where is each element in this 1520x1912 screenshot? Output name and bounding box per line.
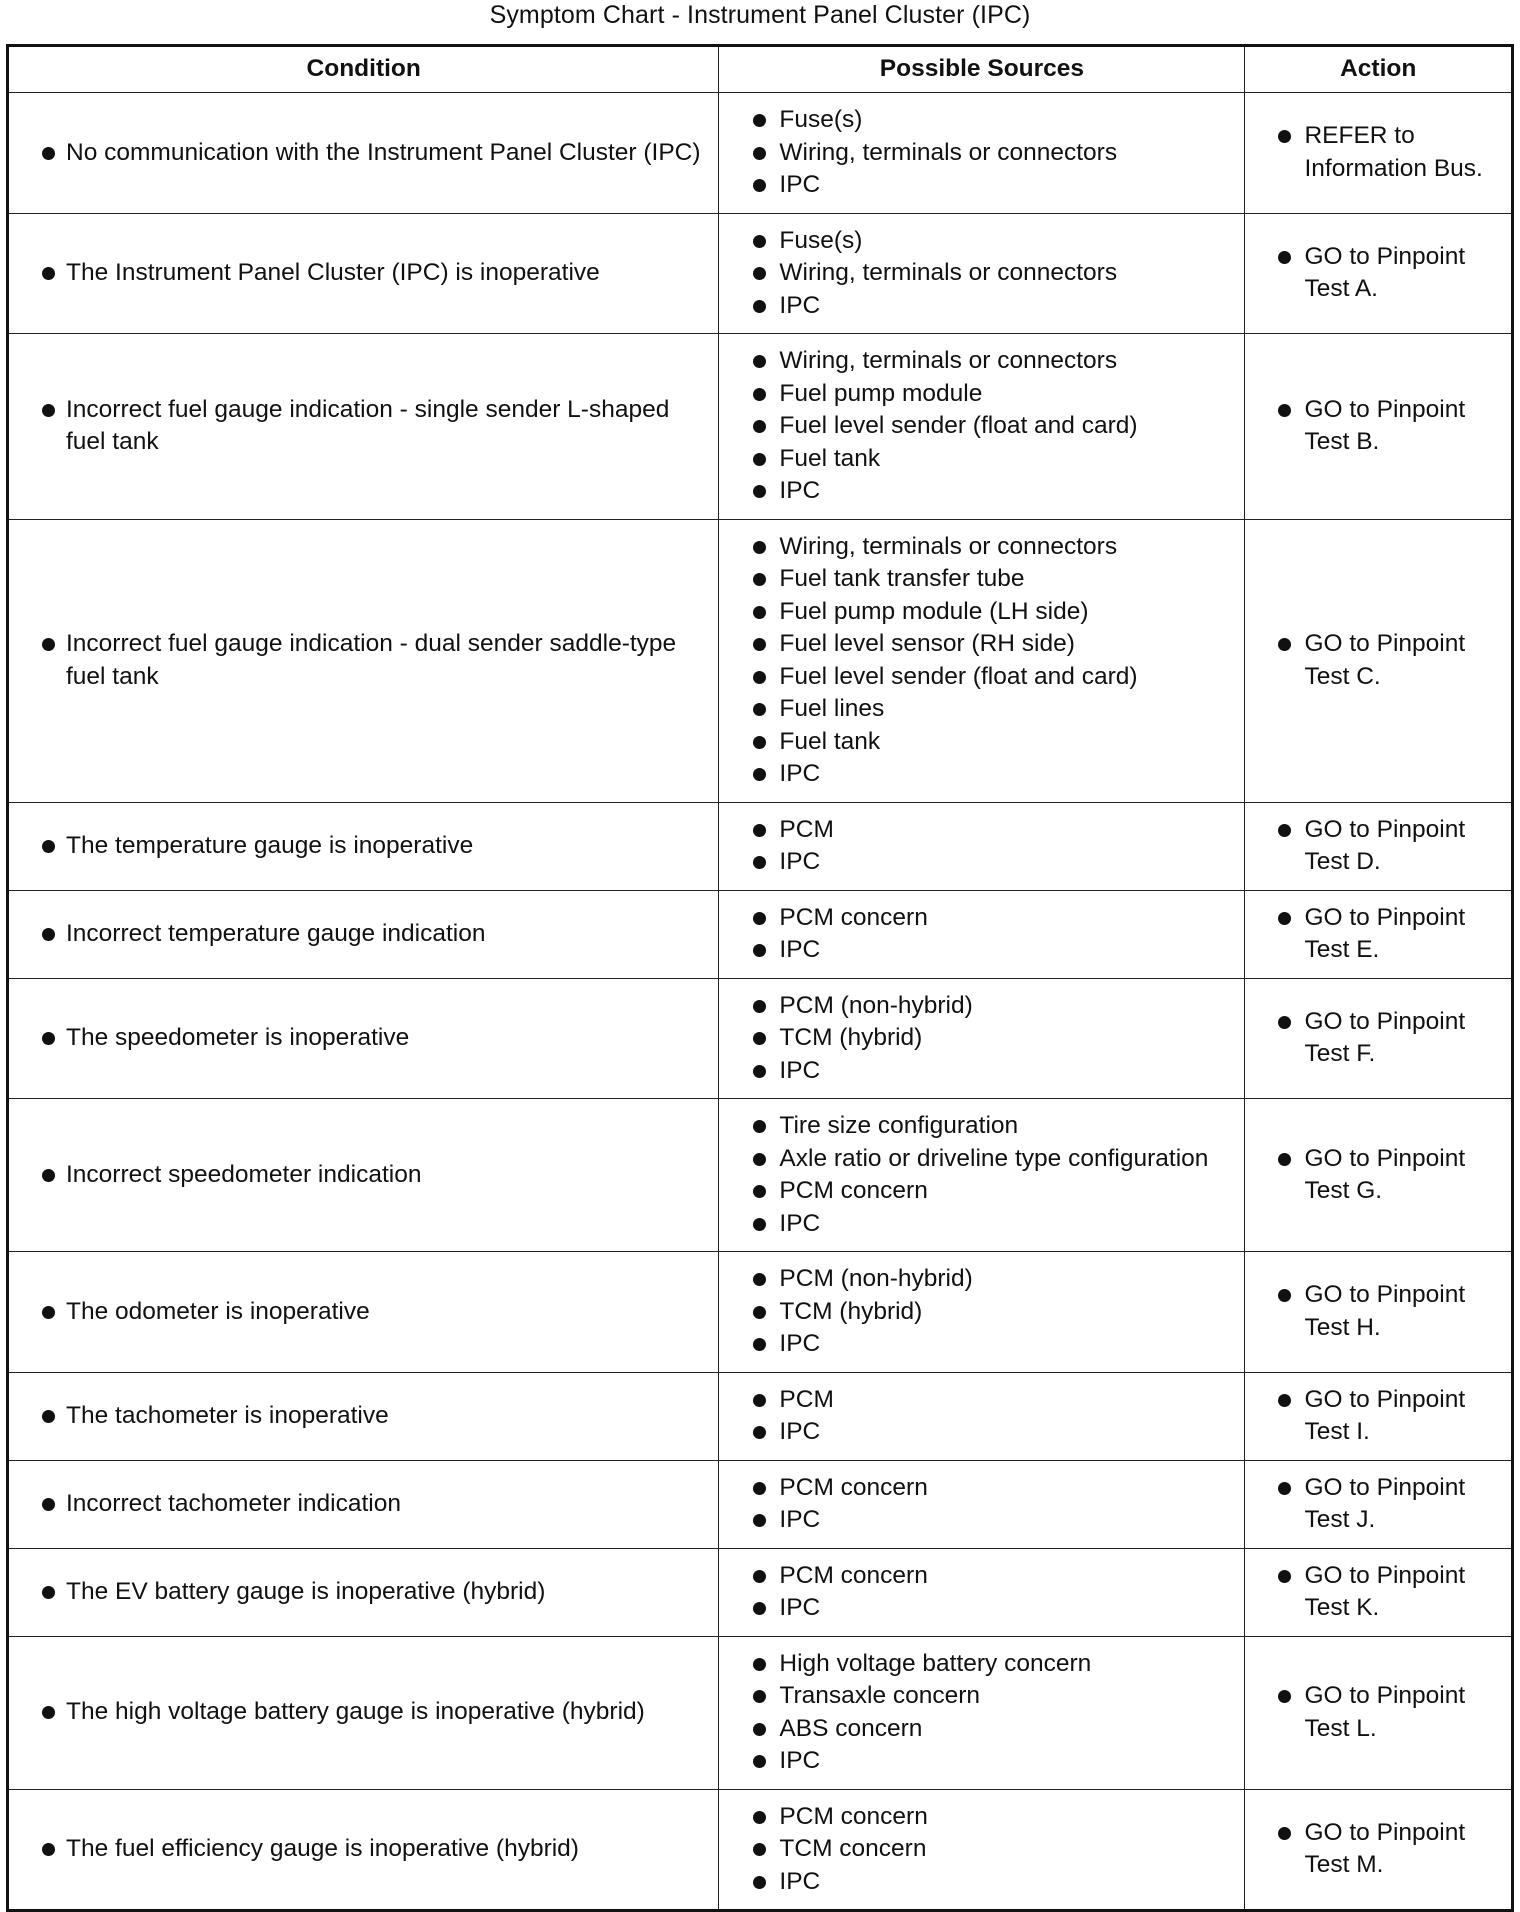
table-row — [8, 1548, 1513, 1636]
symptom-rows — [8, 93, 1513, 1911]
header-action: Action — [1245, 46, 1513, 93]
condition-text: The speedometer is inoperative — [19, 1022, 708, 1055]
table-row — [8, 1372, 1513, 1460]
condition-text: Incorrect tachometer indication — [19, 1488, 708, 1521]
possible-source-item: PCM concern — [729, 1175, 1234, 1208]
action-text: GO to Pinpoint Test B. — [1255, 394, 1501, 459]
possible-sources-cell — [719, 1099, 1245, 1252]
action-text: REFER to Information Bus. — [1255, 120, 1501, 185]
possible-source-item: PCM — [729, 1384, 1234, 1417]
table-row — [8, 890, 1513, 978]
possible-source-item: IPC — [729, 758, 1234, 791]
possible-sources-cell — [719, 1636, 1245, 1789]
action-text: GO to Pinpoint Test G. — [1255, 1143, 1501, 1208]
action-list — [1255, 628, 1501, 693]
possible-source-item: PCM concern — [729, 902, 1234, 935]
possible-source-item: ABS concern — [729, 1713, 1234, 1746]
header-possible-sources: Possible Sources — [719, 46, 1245, 93]
possible-sources-cell — [719, 1372, 1245, 1460]
condition-cell — [8, 1789, 719, 1911]
possible-sources-list — [729, 345, 1234, 508]
action-cell — [1245, 1099, 1513, 1252]
possible-source-item: IPC — [729, 846, 1234, 879]
condition-list — [19, 1022, 708, 1055]
action-list — [1255, 902, 1501, 967]
action-list — [1255, 1817, 1501, 1882]
action-text: GO to Pinpoint Test H. — [1255, 1279, 1501, 1344]
condition-text: The high voltage battery gauge is inoperative (hybrid) — [19, 1696, 708, 1729]
condition-cell — [8, 519, 719, 802]
action-list — [1255, 1560, 1501, 1625]
possible-source-item: PCM concern — [729, 1472, 1234, 1505]
possible-sources-list — [729, 902, 1234, 967]
possible-source-item: Tire size configuration — [729, 1110, 1234, 1143]
possible-sources-cell — [719, 1548, 1245, 1636]
action-list — [1255, 394, 1501, 459]
possible-source-item: IPC — [729, 475, 1234, 508]
condition-cell — [8, 1548, 719, 1636]
action-cell — [1245, 213, 1513, 334]
possible-source-item: Fuel pump module (LH side) — [729, 596, 1234, 629]
condition-list — [19, 1833, 708, 1866]
condition-cell — [8, 890, 719, 978]
condition-text: The EV battery gauge is inoperative (hybrid) — [19, 1576, 708, 1609]
possible-source-item: Axle ratio or driveline type configuration — [729, 1143, 1234, 1176]
table-row — [8, 802, 1513, 890]
possible-source-item: IPC — [729, 290, 1234, 323]
possible-source-item: Fuse(s) — [729, 225, 1234, 258]
condition-list — [19, 918, 708, 951]
possible-source-item: IPC — [729, 1866, 1234, 1899]
condition-list — [19, 1296, 708, 1329]
possible-sources-cell — [719, 93, 1245, 214]
action-cell — [1245, 1548, 1513, 1636]
possible-source-item: IPC — [729, 934, 1234, 967]
possible-sources-list — [729, 225, 1234, 323]
possible-sources-cell — [719, 1789, 1245, 1911]
possible-sources-list — [729, 1110, 1234, 1240]
possible-sources-list — [729, 1472, 1234, 1537]
condition-cell — [8, 978, 719, 1099]
action-text: GO to Pinpoint Test F. — [1255, 1006, 1501, 1071]
action-text: GO to Pinpoint Test D. — [1255, 814, 1501, 879]
condition-cell — [8, 1372, 719, 1460]
condition-text: No communication with the Instrument Panel Cluster (IPC) — [19, 137, 708, 170]
possible-source-item: Fuel lines — [729, 693, 1234, 726]
possible-source-item: PCM — [729, 814, 1234, 847]
action-cell — [1245, 1252, 1513, 1373]
action-cell — [1245, 519, 1513, 802]
action-text: GO to Pinpoint Test J. — [1255, 1472, 1501, 1537]
chart-title: Symptom Chart - Instrument Panel Cluster (IPC) — [489, 1, 1031, 29]
action-list — [1255, 1279, 1501, 1344]
action-cell — [1245, 978, 1513, 1099]
table-row — [8, 1099, 1513, 1252]
possible-sources-list — [729, 104, 1234, 202]
table-row — [8, 1789, 1513, 1911]
table-row — [8, 213, 1513, 334]
possible-source-item: Transaxle concern — [729, 1680, 1234, 1713]
condition-text: The tachometer is inoperative — [19, 1400, 708, 1433]
condition-list — [19, 1488, 708, 1521]
condition-list — [19, 137, 708, 170]
possible-sources-cell — [719, 1252, 1245, 1373]
action-cell — [1245, 1636, 1513, 1789]
action-cell — [1245, 890, 1513, 978]
table-row — [8, 1636, 1513, 1789]
possible-sources-list — [729, 531, 1234, 791]
possible-sources-cell — [719, 978, 1245, 1099]
possible-source-item: TCM concern — [729, 1833, 1234, 1866]
condition-list — [19, 1400, 708, 1433]
possible-source-item: IPC — [729, 1416, 1234, 1449]
action-text: GO to Pinpoint Test M. — [1255, 1817, 1501, 1882]
possible-sources-cell — [719, 334, 1245, 520]
condition-list — [19, 628, 708, 693]
action-cell — [1245, 334, 1513, 520]
possible-source-item: TCM (hybrid) — [729, 1022, 1234, 1055]
possible-sources-cell — [719, 802, 1245, 890]
action-list — [1255, 1384, 1501, 1449]
possible-source-item: TCM (hybrid) — [729, 1296, 1234, 1329]
condition-list — [19, 257, 708, 290]
condition-cell — [8, 1460, 719, 1548]
table-row — [8, 1252, 1513, 1373]
possible-source-item: Fuel level sender (float and card) — [729, 410, 1234, 443]
action-cell — [1245, 1460, 1513, 1548]
condition-cell — [8, 802, 719, 890]
action-cell — [1245, 802, 1513, 890]
possible-source-item: IPC — [729, 169, 1234, 202]
possible-source-item: PCM concern — [729, 1560, 1234, 1593]
action-text: GO to Pinpoint Test C. — [1255, 628, 1501, 693]
action-list — [1255, 241, 1501, 306]
action-list — [1255, 1006, 1501, 1071]
condition-cell — [8, 334, 719, 520]
condition-cell — [8, 213, 719, 334]
possible-sources-list — [729, 1801, 1234, 1899]
condition-text: The Instrument Panel Cluster (IPC) is inoperative — [19, 257, 708, 290]
action-list — [1255, 1472, 1501, 1537]
possible-sources-list — [729, 1384, 1234, 1449]
possible-source-item: High voltage battery concern — [729, 1648, 1234, 1681]
possible-source-item: Wiring, terminals or connectors — [729, 531, 1234, 564]
action-list — [1255, 1143, 1501, 1208]
symptom-table — [6, 44, 1514, 1912]
possible-source-item: Fuel level sender (float and card) — [729, 661, 1234, 694]
action-text: GO to Pinpoint Test I. — [1255, 1384, 1501, 1449]
condition-text: Incorrect fuel gauge indication - single sender L-shaped fuel tank — [19, 394, 708, 459]
condition-cell — [8, 1099, 719, 1252]
condition-text: Incorrect fuel gauge indication - dual sender saddle-type fuel tank — [19, 628, 708, 693]
table-row — [8, 1460, 1513, 1548]
condition-list — [19, 394, 708, 459]
possible-source-item: PCM concern — [729, 1801, 1234, 1834]
possible-sources-list — [729, 990, 1234, 1088]
possible-sources-list — [729, 1263, 1234, 1361]
possible-sources-cell — [719, 519, 1245, 802]
action-text: GO to Pinpoint Test K. — [1255, 1560, 1501, 1625]
possible-source-item: Wiring, terminals or connectors — [729, 257, 1234, 290]
possible-source-item: Fuel pump module — [729, 378, 1234, 411]
possible-source-item: PCM (non-hybrid) — [729, 990, 1234, 1023]
header-row — [8, 46, 1513, 93]
possible-source-item: Fuel tank transfer tube — [729, 563, 1234, 596]
possible-source-item: Wiring, terminals or connectors — [729, 137, 1234, 170]
possible-source-item: IPC — [729, 1592, 1234, 1625]
table-row — [8, 334, 1513, 520]
action-list — [1255, 814, 1501, 879]
condition-text: Incorrect temperature gauge indication — [19, 918, 708, 951]
possible-source-item: IPC — [729, 1745, 1234, 1778]
table-row — [8, 978, 1513, 1099]
table-row — [8, 93, 1513, 214]
possible-sources-list — [729, 1648, 1234, 1778]
condition-list — [19, 1576, 708, 1609]
condition-text: The odometer is inoperative — [19, 1296, 708, 1329]
possible-source-item: Wiring, terminals or connectors — [729, 345, 1234, 378]
condition-text: The temperature gauge is inoperative — [19, 830, 708, 863]
possible-source-item: PCM (non-hybrid) — [729, 1263, 1234, 1296]
possible-source-item: IPC — [729, 1328, 1234, 1361]
action-list — [1255, 1680, 1501, 1745]
action-cell — [1245, 1789, 1513, 1911]
condition-cell — [8, 93, 719, 214]
possible-source-item: IPC — [729, 1504, 1234, 1537]
condition-list — [19, 1159, 708, 1192]
possible-source-item: IPC — [729, 1055, 1234, 1088]
condition-cell — [8, 1636, 719, 1789]
possible-source-item: Fuel tank — [729, 443, 1234, 476]
possible-sources-list — [729, 814, 1234, 879]
possible-source-item: Fuel level sensor (RH side) — [729, 628, 1234, 661]
condition-list — [19, 1696, 708, 1729]
possible-sources-cell — [719, 213, 1245, 334]
possible-sources-cell — [719, 1460, 1245, 1548]
possible-sources-list — [729, 1560, 1234, 1625]
action-text: GO to Pinpoint Test A. — [1255, 241, 1501, 306]
condition-list — [19, 830, 708, 863]
action-text: GO to Pinpoint Test L. — [1255, 1680, 1501, 1745]
possible-source-item: Fuse(s) — [729, 104, 1234, 137]
possible-source-item: Fuel tank — [729, 726, 1234, 759]
possible-source-item: IPC — [729, 1208, 1234, 1241]
action-cell — [1245, 93, 1513, 214]
condition-text: The fuel efficiency gauge is inoperative (hybrid) — [19, 1833, 708, 1866]
header-condition: Condition — [8, 46, 719, 93]
table-row — [8, 519, 1513, 802]
action-text: GO to Pinpoint Test E. — [1255, 902, 1501, 967]
condition-cell — [8, 1252, 719, 1373]
possible-sources-cell — [719, 890, 1245, 978]
condition-text: Incorrect speedometer indication — [19, 1159, 708, 1192]
action-list — [1255, 120, 1501, 185]
action-cell — [1245, 1372, 1513, 1460]
